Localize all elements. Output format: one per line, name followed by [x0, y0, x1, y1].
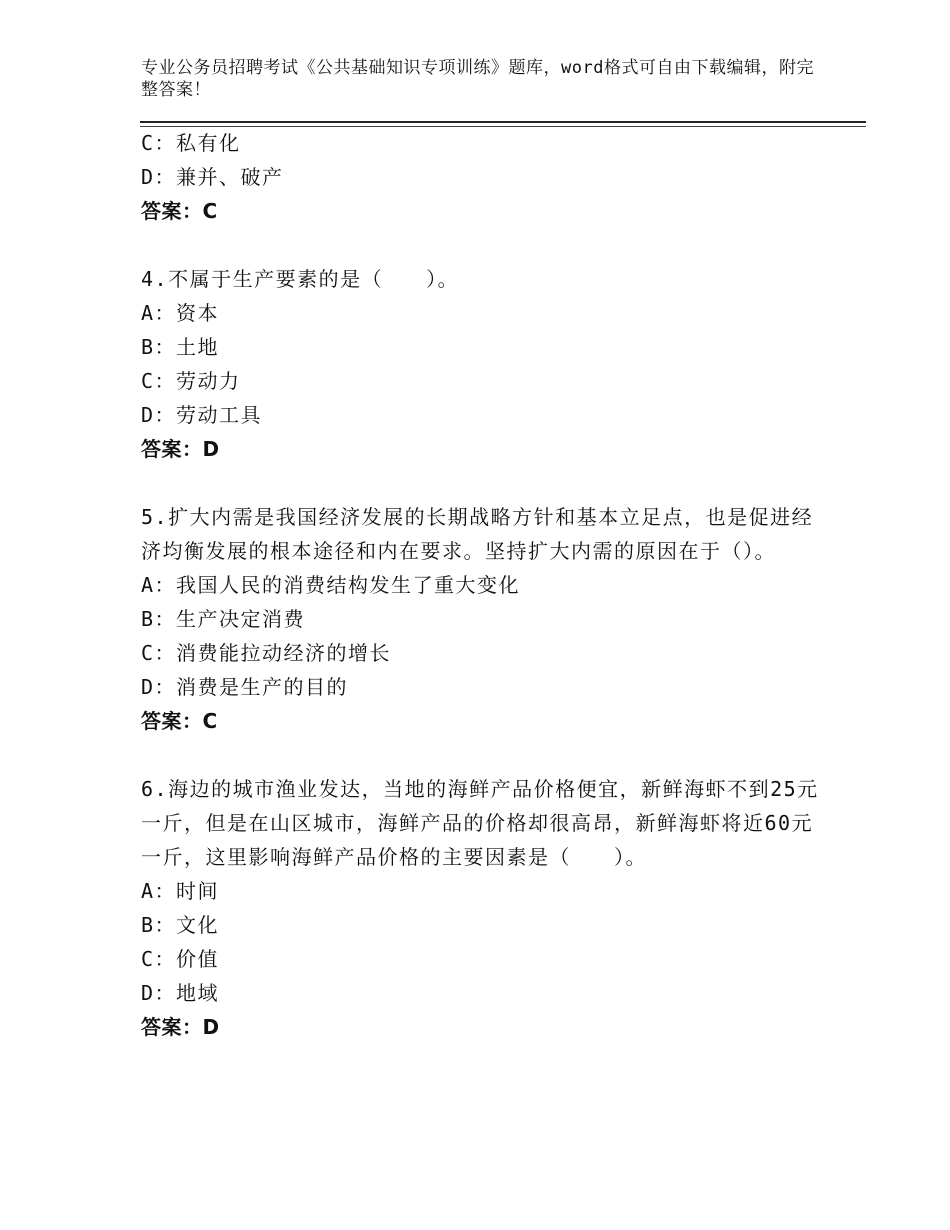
answer-label: 答案：D	[141, 1015, 220, 1039]
partial-question	[141, 126, 821, 228]
option-d: D：消费是生产的目的	[141, 675, 349, 699]
option-d: D：兼并、破产	[141, 165, 284, 189]
option-b: B：生产决定消费	[141, 607, 306, 631]
header-divider	[140, 121, 866, 123]
answer-label: 答案：D	[141, 437, 220, 461]
question-content	[141, 126, 821, 1044]
question-text: 5.扩大内需是我国经济发展的长期战略方针和基本立足点，也是促进经济均衡发展的根本途径和内在要求。坚持扩大内需的原因在于（）。	[141, 505, 814, 563]
option-c: C：消费能拉动经济的增长	[141, 641, 392, 665]
option-a: A：时间	[141, 879, 220, 903]
question-5	[141, 500, 821, 738]
answer-label: 答案：C	[141, 199, 218, 223]
option-d: D：劳动工具	[141, 403, 263, 427]
option-d: D：地域	[141, 981, 220, 1005]
option-b: B：土地	[141, 335, 220, 359]
question-text: 6.海边的城市渔业发达，当地的海鲜产品价格便宜，新鲜海虾不到25元一斤，但是在山区城市，海鲜产品的价格却很高昂，新鲜海虾将近60元一斤，这里影响海鲜产品价格的主要因素是（ ）。	[141, 777, 819, 869]
option-c: C：私有化	[141, 131, 241, 155]
document-header: 专业公务员招聘考试《公共基础知识专项训练》题库，word格式可自由下载编辑，附完整答案！	[141, 58, 814, 100]
option-c: C：价值	[141, 947, 220, 971]
option-c: C：劳动力	[141, 369, 241, 393]
option-a: A：我国人民的消费结构发生了重大变化	[141, 573, 521, 597]
question-6	[141, 772, 821, 1044]
answer-label: 答案：C	[141, 709, 218, 733]
question-4	[141, 262, 821, 466]
option-b: B：文化	[141, 913, 220, 937]
question-text: 4.不属于生产要素的是（ ）。	[141, 267, 460, 291]
option-a: A：资本	[141, 301, 220, 325]
